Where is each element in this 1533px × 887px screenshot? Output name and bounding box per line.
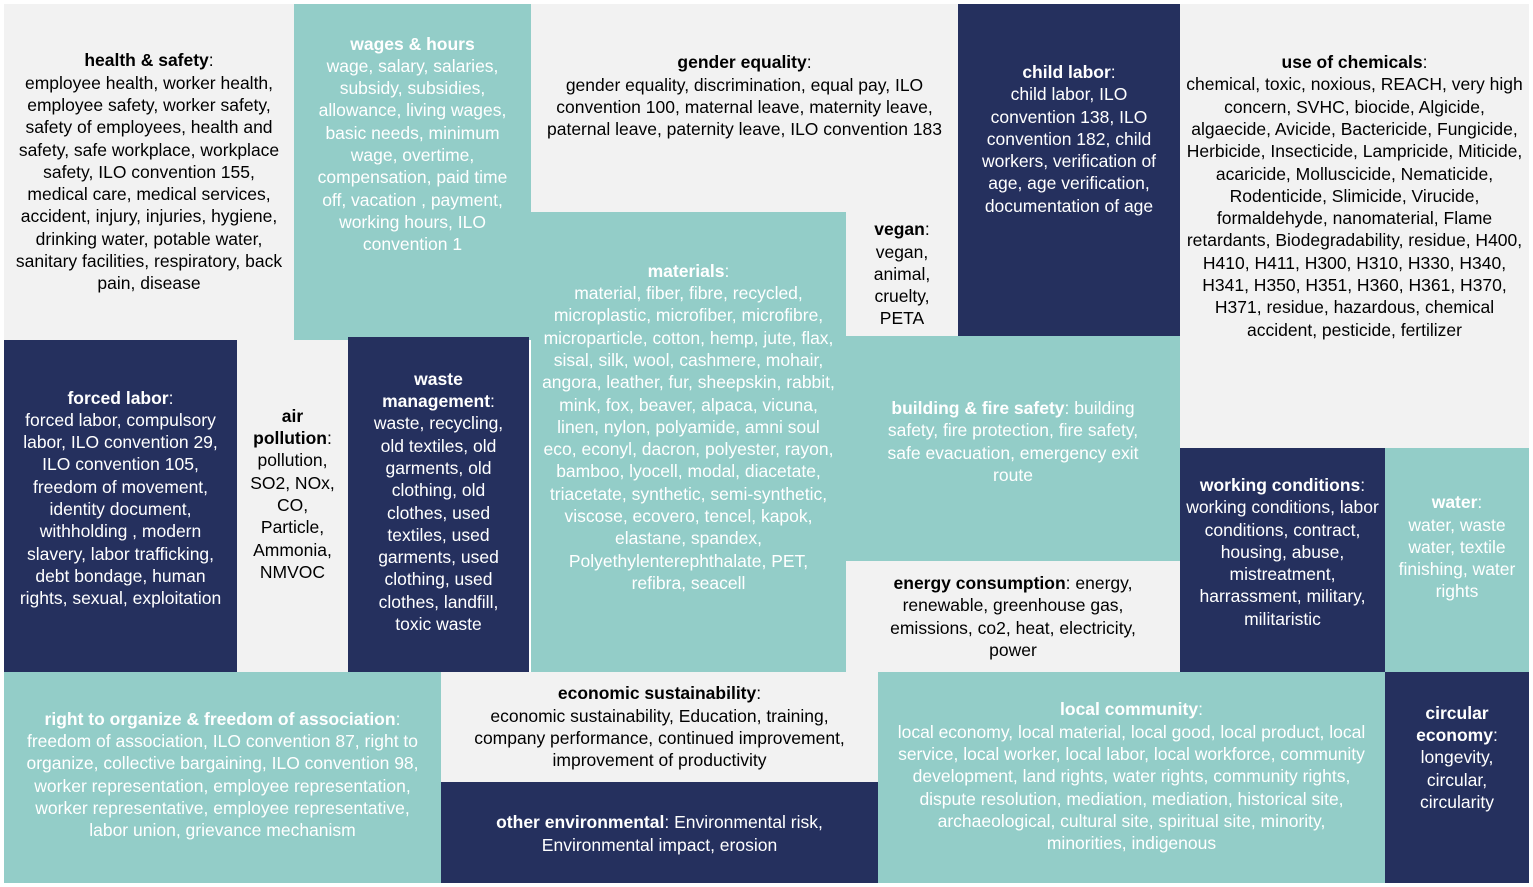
tile-title: energy consumption: [893, 572, 1066, 593]
tile-working-conditions-content: working conditions: working conditions, labor conditions, contract, housing, abuse, mistreatment, harrassment, military, militaristic: [1186, 474, 1379, 629]
tile-title: forced labor: [67, 387, 169, 408]
tile-energy-consumption-content: energy consumption: energy, renewable, greenhouse gas, emissions, co2, heat, electricity, power: [890, 572, 1136, 660]
tile-text: economic sustainability, Education, training, company performance, continued improvement, improvement of productivity: [474, 705, 845, 771]
tile-local-community: [878, 672, 1385, 883]
tile-title: local community: [1060, 699, 1199, 720]
tile-title: materials: [647, 260, 725, 281]
tile-right-to-organize-content: right to organize & freedom of association: freedom of association, ILO convention 87, right to organize, collective bargaining, ILO convention 98, worker representation, employee representation, worker representative, employee representative, labor union, grievance mechanism: [26, 708, 419, 841]
tile-use-of-chemicals: [1180, 4, 1529, 448]
tile-text: building safety, fire protection, fire safety, safe evacuation, emergency exit route: [887, 397, 1139, 485]
tile-text: material, fiber, fibre, recycled, microplastic, microfiber, microfibre, microparticle, cotton, hemp, jute, flax, sisal, silk, wool, cashmere, mohair, angora, leather, fur, sheepskin, rabbit, mink, fox, beaver, alpaca, vicuna, linen, nylon, polyamide, amni soul eco, econyl, dacron, polyester, rayon, bamboo, lyocell, modal, diacetate, triacetate, synthetic, semi-synthetic, viscose, ecovero, tencel, kapok, elastane, spandex, Polyethylenterephthalate, PET, refibra, seacell: [542, 283, 835, 593]
tile-materials-content: materials: material, fiber, fibre, recycled, microplastic, microfiber, microfibre, microparticle, cotton, hemp, jute, flax, sisal, silk, wool, cashmere, mohair, angora, leather, fur, sheepskin, rabbit, mink, fox, beaver, alpaca, vicuna, linen, nylon, polyamide, amni soul eco, econyl, dacron, polyester, rayon, bamboo, lyocell, modal, diacetate, triacetate, synthetic, semi-synthetic, viscose, ecovero, tencel, kapok, elastane, spandex, Polyethylenterephthalate, PET, refibra, seacell: [542, 260, 835, 593]
tile-text: wage, salary, salaries, subsidy, subsidies, allowance, living wages, basic needs, minimum wage, overtime, compensation, paid time off, vacation , payment, working hours, ILO convention 1: [317, 55, 508, 255]
tile-economic-sustainability-content: economic sustainability: economic sustainability, Education, training, company performance, continued improvement, improvement of productivity: [474, 683, 845, 771]
tile-text: vegan, animal, cruelty, PETA: [873, 241, 931, 329]
tile-title: use of chemicals: [1281, 52, 1423, 73]
tile-vegan-content: vegan: vegan, animal, cruelty, PETA: [873, 219, 931, 329]
tile-text: chemical, toxic, noxious, REACH, very high concern, SVHC, biocide, Algicide, algaecide, Avicide, Bactericide, Fungicide, Herbicide, Insecticide, Lampricide, Miticide, acaricide, Molluscicide, Nematicide, Rodenticide, Slimicide, Virucide, formaldehyde, nanomaterial, Flame retardants, Biodegradability, residue, H400, H410, H411, H300, H310, H330, H340, H341, H350, H351, H360, H361, H370, H371, residue, hazardous, chemical accident, pesticide, fertilizer: [1186, 74, 1523, 340]
tile-title: vegan: [874, 219, 925, 240]
tile-text: waste, recycling, old textiles, old garments, old clothing, old clothes, used textiles, used garments, used clothing, used clothes, landfill, toxic waste: [373, 413, 504, 634]
tile-gender-equality-content: gender equality: gender equality, discrimination, equal pay, ILO convention 100, maternal leave, maternity leave, paternal leave, paternity leave, ILO convention 183: [547, 52, 942, 140]
tile-title: economic sustainability: [557, 683, 757, 704]
tile-building-fire-safety-content: building & fire safety: building safety, fire protection, fire safety, safe evacuation, emergency exit route: [887, 397, 1139, 485]
tile-text: local economy, local material, local good, local product, local service, local worker, local labor, local workforce, community development, land rights, water rights, community rights, dispute resolution, mediation, mediation, historical site, archaeological, cultural site, spiritual site, minority, minorities, indigenous: [897, 721, 1366, 854]
tile-waste-management-content: waste management: waste, recycling, old textiles, old garments, old clothing, old clothes, used textiles, used garments, used clothing, used clothes, landfill, toxic waste: [373, 368, 504, 634]
tile-water-content: water: water, waste water, textile finishing, water rights: [1398, 492, 1516, 602]
tile-vegan: [846, 212, 958, 336]
tile-wages-hours-content: [306, 33, 519, 256]
tile-title: working conditions: [1199, 474, 1361, 495]
tile-title: gender equality: [677, 52, 807, 73]
tile-economic-sustainability: [441, 672, 878, 782]
tile-local-community-content: local community: local economy, local material, local good, local product, local service, local worker, local labor, local workforce, community development, land rights, water rights, community rights, dispute resolution, mediation, mediation, historical site, archaeological, cultural site, spiritual site, minority, minorities, indigenous: [897, 699, 1366, 854]
tile-child-labor-content: child labor: child labor, ILO convention 138, ILO convention 182, child workers, verification of age, age verification, documentation of age: [981, 61, 1157, 216]
tile-title: circular economy: [1416, 702, 1493, 746]
tile-title: child labor: [1022, 61, 1111, 82]
tile-text: energy, renewable, greenhouse gas, emissions, co2, heat, electricity, power: [890, 572, 1136, 660]
tile-title: water: [1431, 492, 1478, 513]
tile-gender-equality: [531, 4, 958, 212]
tile-title: air pollution: [253, 405, 327, 449]
tile-forced-labor: [4, 340, 237, 672]
tile-circular-economy-content: circular economy: longevity, circular, circularity: [1416, 702, 1498, 812]
tile-other-environmental-content: other environmental: Environmental risk, Environmental impact, erosion: [496, 812, 823, 855]
tile-right-to-organize: [4, 672, 441, 883]
tile-title: building & fire safety: [891, 397, 1065, 418]
tile-text: child labor, ILO convention 138, ILO convention 182, child workers, verification of age, age verification, documentation of age: [981, 84, 1157, 216]
tile-title: other environmental: [496, 812, 665, 833]
tile-energy-consumption: [846, 561, 1180, 672]
tile-text: forced labor, compulsory labor, ILO convention 29, ILO convention 105, freedom of movement, identity document, withholding , modern slavery, labor trafficking, debt bondage, human rights, sexual, exploitation: [19, 409, 222, 609]
tile-child-labor: [958, 4, 1180, 336]
tile-text: Environmental risk, Environmental impact, erosion: [541, 812, 823, 855]
tile-wages-hours: [294, 4, 531, 340]
tile-text: gender equality, discrimination, equal pay, ILO convention 100, maternal leave, maternity leave, paternal leave, paternity leave, ILO convention 183: [547, 74, 942, 140]
tile-air-pollution: [237, 340, 348, 672]
tile-title: waste management: [382, 368, 491, 412]
tile-other-environmental: [441, 782, 878, 883]
tile-health-safety: [4, 4, 294, 340]
tile-use-of-chemicals-content: use of chemicals: chemical, toxic, noxious, REACH, very high concern, SVHC, biocide, Algicide, algaecide, Avicide, Bactericide, Fungicide, Herbicide, Insecticide, Lampricide, Miticide, acaricide, Molluscicide, Nematicide, Rodenticide, Slimicide, Virucide, formaldehyde, nanomaterial, Flame retardants, Biodegradability, residue, H400, H410, H411, H300, H310, H330, H340, H341, H350, H351, H360, H361, H370, H371, residue, hazardous, chemical accident, pesticide, fertilizer: [1186, 52, 1523, 340]
tile-title: health & safety: [84, 50, 209, 71]
tile-title: right to organize & freedom of association: [44, 708, 396, 729]
tile-forced-labor-content: forced labor: forced labor, compulsory labor, ILO convention 29, ILO convention 105, freedom of movement, identity document, withholding , modern slavery, labor trafficking, debt bondage, human rights, sexual, exploitation: [19, 387, 222, 609]
tile-air-pollution-content: air pollution: pollution, SO2, NOx, CO, Particle, Ammonia, NMVOC: [250, 405, 335, 582]
tile-working-conditions: [1180, 448, 1385, 672]
tile-text: working conditions, labor conditions, contract, housing, abuse, mistreatment, harrassment, military, militaristic: [1186, 497, 1379, 629]
tile-health-safety-content: health & safety: employee health, worker health, employee safety, worker safety, safety of employees, health and safety, safe workplace, workplace safety, ILO convention 155, medical care, medical services, accident, injury, injuries, hygiene, drinking water, potable water, sanitary facilities, respiratory, back pain, disease: [15, 50, 283, 294]
tile-title: wages & hours: [350, 33, 475, 54]
tile-water: [1385, 448, 1529, 672]
tile-circular-economy: [1385, 672, 1529, 883]
tile-waste-management: [348, 337, 529, 672]
tile-text: freedom of association, ILO convention 87, right to organize, collective bargaining, ILO convention 98, worker representation, employee representation, worker representative, employee representative, labor union, grievance mechanism: [26, 730, 419, 841]
tile-building-fire-safety: [846, 336, 1180, 561]
tile-text: longevity, circular, circularity: [1420, 747, 1494, 812]
tile-materials: [531, 212, 846, 672]
tile-text: water, waste water, textile finishing, water rights: [1398, 514, 1516, 602]
tile-text: employee health, worker health, employee safety, worker safety, safety of employees, health and safety, safe workplace, workplace safety, ILO convention 155, medical care, medical services, accident, injury, injuries, hygiene, drinking water, potable water, sanitary facilities, respiratory, back pain, disease: [15, 72, 283, 294]
tile-text: pollution, SO2, NOx, CO, Particle, Ammonia, NMVOC: [250, 450, 335, 582]
